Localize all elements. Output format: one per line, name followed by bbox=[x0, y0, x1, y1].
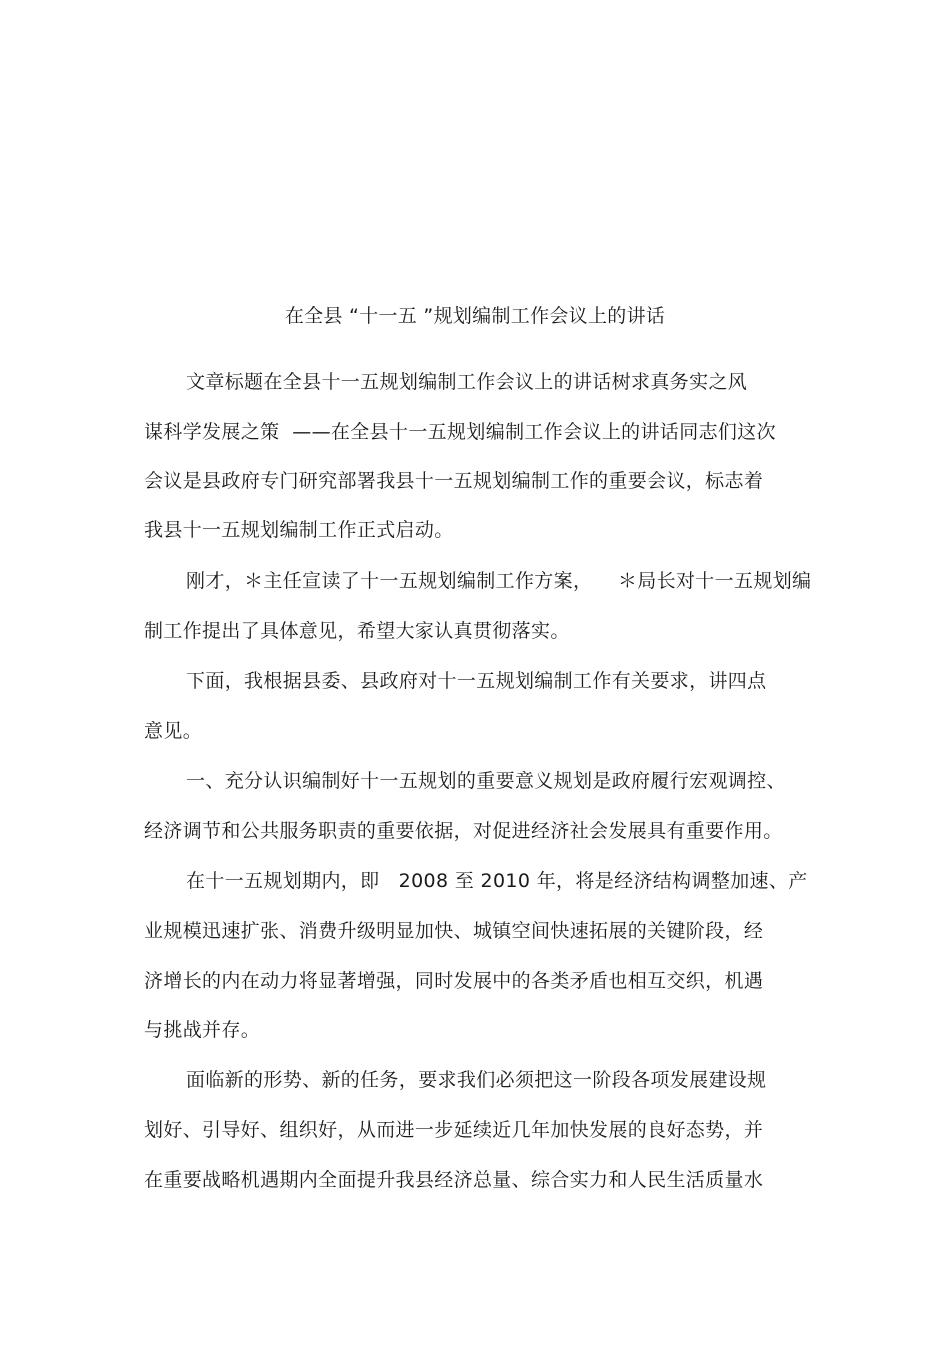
paragraph-1-line-1: 文章标题在全县十一五规划编制工作会议上的讲话树求真务实之风 bbox=[186, 371, 748, 393]
paragraph-2-line-2: 制工作提出了具体意见，希望大家认真贯彻落实。 bbox=[144, 620, 570, 642]
paragraph-6-line-3: 在重要战略机遇期内全面提升我县经济总量、综合实力和人民生活质量水 bbox=[144, 1169, 764, 1191]
paragraph-5-line-1: 在十一五规划期内，即 2008 至 2010 年，将是经济结构调整加速、产 bbox=[186, 870, 808, 892]
paragraph-3-line-2: 意见。 bbox=[144, 720, 203, 742]
paragraph-4-line-1: 一、充分认识编制好十一五规划的重要意义规划是政府履行宏观调控、 bbox=[186, 770, 786, 792]
paragraph-1-line-2: 谋科学发展之策 ——在全县十一五规划编制工作会议上的讲话同志们这次 bbox=[144, 421, 776, 443]
paragraph-4-line-2: 经济调节和公共服务职责的重要依据，对促进经济社会发展具有重要作用。 bbox=[144, 820, 783, 842]
paragraph-5-line-3: 济增长的内在动力将显著增强，同时发展中的各类矛盾也相互交织，机遇 bbox=[144, 970, 764, 992]
paragraph-6-line-2: 划好、引导好、组织好，从而进一步延续近几年加快发展的良好态势，并 bbox=[144, 1119, 764, 1141]
paragraph-1-line-3: 会议是县政府专门研究部署我县十一五规划编制工作的重要会议，标志着 bbox=[144, 470, 764, 492]
paragraph-2-line-1: 刚才，＊主任宣读了十一五规划编制工作方案， ＊局长对十一五规划编 bbox=[186, 570, 812, 592]
paragraph-1-line-4: 我县十一五规划编制工作正式启动。 bbox=[144, 519, 454, 541]
paragraph-5-line-2: 业规模迅速扩张、消费升级明显加快、城镇空间快速拓展的关键阶段，经 bbox=[144, 920, 764, 942]
paragraph-6-line-1: 面临新的形势、新的任务，要求我们必须把这一阶段各项发展建设规 bbox=[186, 1069, 767, 1091]
paragraph-5-line-4: 与挑战并存。 bbox=[144, 1019, 261, 1041]
paragraph-3-line-1: 下面，我根据县委、县政府对十一五规划编制工作有关要求，讲四点 bbox=[186, 670, 767, 692]
document-title: 在全县 “十一五 ”规划编制工作会议上的讲话 bbox=[284, 305, 666, 327]
